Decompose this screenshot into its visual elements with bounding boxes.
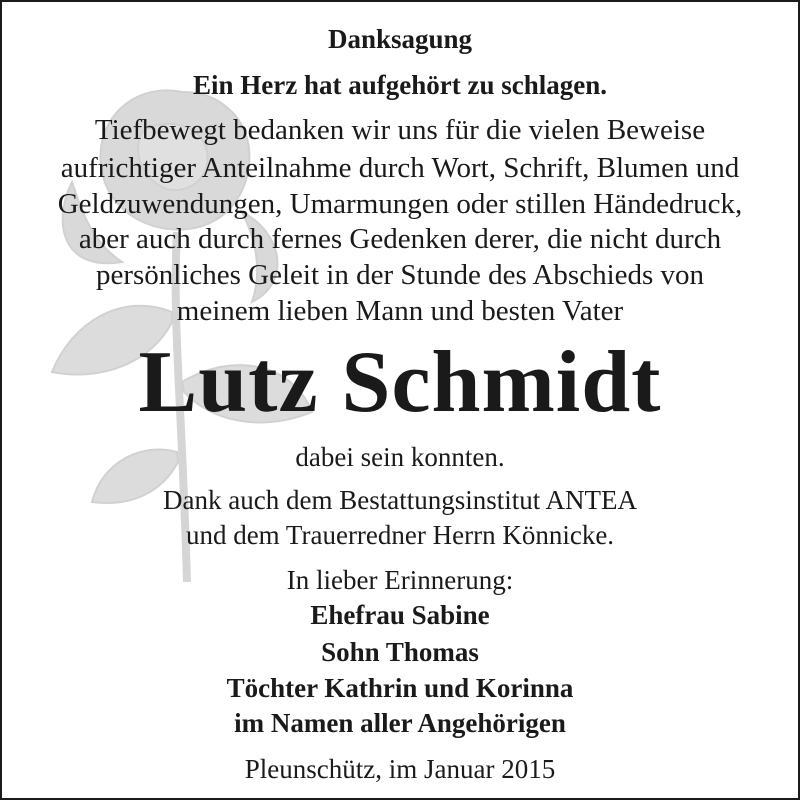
- after-name-text: dabei sein konnten.: [295, 442, 505, 472]
- signatory: Sohn Thomas: [321, 637, 479, 667]
- body-line: aufrichtiger Anteilnahme durch Wort, Schrift, Blumen und: [60, 152, 740, 184]
- body-line: meinem lieben Mann und besten Vater: [176, 295, 624, 327]
- body-line: aber auch durch fernes Gedenken derer, die nicht durch: [78, 223, 722, 255]
- signatory: Töchter Kathrin und Korinna: [226, 673, 574, 703]
- body-line: Tiefbewegt bedanken wir uns für die vielen Beweise: [94, 114, 706, 146]
- place-date: Pleunschütz, im Januar 2015: [244, 754, 556, 784]
- heading: Danksagung: [327, 24, 473, 54]
- subheading: Ein Herz hat aufgehört zu schlagen.: [193, 70, 607, 100]
- signatory: Ehefrau Sabine: [310, 600, 490, 630]
- thanks-line: und dem Trauerredner Herrn Könnicke.: [185, 520, 615, 550]
- deceased-name: Lutz Schmidt: [138, 334, 662, 431]
- signatory: im Namen aller Angehörigen: [234, 708, 566, 738]
- body-line: Geldzuwendungen, Umarmungen oder stillen Händedruck,: [57, 188, 743, 220]
- remembrance-intro: In lieber Erinnerung:: [286, 565, 514, 595]
- thanks-line: Dank auch dem Bestattungsinstitut ANTEA: [163, 485, 637, 515]
- body-line: persönliches Geleit in der Stunde des Abschieds von: [95, 259, 705, 291]
